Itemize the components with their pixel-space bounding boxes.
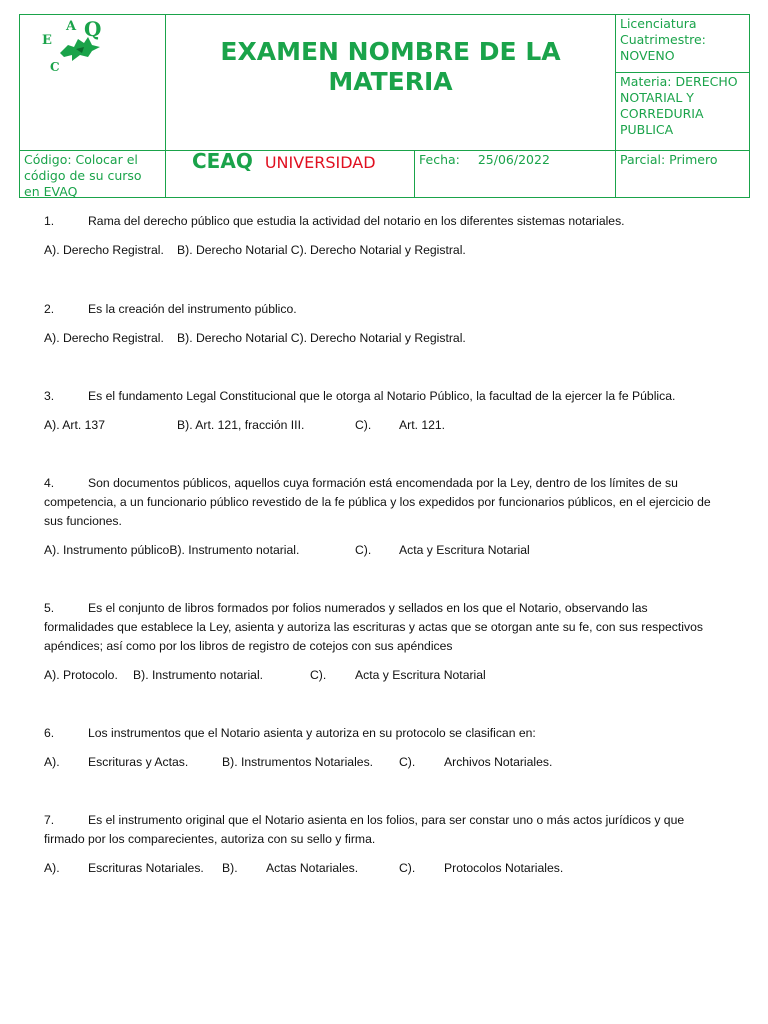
option-a-text[interactable]: Escrituras Notariales.: [88, 861, 204, 875]
question-4: [44, 474, 714, 557]
fecha-cell: [414, 150, 616, 198]
option-a-label[interactable]: A).: [44, 861, 60, 875]
universidad-label: UNIVERSIDAD: [264, 153, 376, 172]
codigo-cell: [19, 150, 166, 198]
option-c[interactable]: Derecho Notarial y Registral.: [310, 243, 466, 257]
brand-name: CEAQ: [192, 149, 253, 173]
option-a[interactable]: A). Derecho Registral.: [44, 331, 164, 345]
question-3: [44, 387, 714, 432]
question-text: Son documentos públicos, aquellos cuya formación está encomendada por la Ley, dentro de los límites de su competencia, a un funcionario público revestido de la fe pública y los expedidos por funcionarios públicos, en el ejercicio de sus funciones.: [44, 476, 711, 528]
option-c-label[interactable]: C).: [399, 755, 416, 769]
codigo-label: Código: Colocar el código de su curso en EVAQ: [24, 152, 142, 199]
question-number: 1.: [44, 214, 55, 228]
option-a-text[interactable]: Escrituras y Actas.: [88, 755, 189, 769]
option-c-text[interactable]: Protocolos Notariales.: [444, 861, 564, 875]
option-c-text[interactable]: Acta y Escritura Notarial: [355, 668, 486, 682]
option-b[interactable]: B). Art. 121, fracción III.: [177, 418, 305, 432]
question-text: Los instrumentos que el Notario asienta y autoriza en su protocolo se clasifican en:: [88, 726, 536, 740]
question-2: [44, 300, 714, 345]
option-a-b[interactable]: A). Instrumento públicoB). Instrumento notarial.: [44, 543, 300, 557]
option-c-label[interactable]: C).: [355, 418, 372, 432]
logo-letter-c: C: [50, 60, 60, 74]
question-number: 4.: [44, 476, 55, 490]
exam-header-table: [19, 14, 750, 198]
materia-cell: [615, 72, 750, 151]
logo-letter-e: E: [42, 33, 52, 48]
universidad-cell: [165, 150, 415, 198]
parcial-label: Parcial: Primero: [620, 152, 718, 167]
option-c-label[interactable]: C).: [310, 668, 327, 682]
question-number: 2.: [44, 302, 55, 316]
question-text: Rama del derecho público que estudia la actividad del notario en los diferentes sistemas notariales.: [88, 214, 625, 228]
question-number: 5.: [44, 601, 55, 615]
option-b[interactable]: B). Derecho Notarial C).: [177, 331, 308, 345]
licenciatura-label: Licenciatura: [620, 16, 697, 31]
question-5: [44, 599, 714, 682]
logo-letter-q: Q: [84, 17, 102, 41]
question-1: [44, 212, 714, 257]
option-b[interactable]: B). Instrumento notarial.: [133, 668, 264, 682]
option-b-text[interactable]: Actas Notariales.: [266, 861, 359, 875]
question-7: [44, 811, 714, 875]
option-c-text[interactable]: Archivos Notariales.: [444, 755, 553, 769]
option-b-label[interactable]: B).: [222, 861, 238, 875]
option-a[interactable]: A). Derecho Registral.: [44, 243, 164, 257]
fecha-label: Fecha:: [419, 152, 460, 167]
option-a[interactable]: A). Protocolo.: [44, 668, 118, 682]
option-b[interactable]: B). Derecho Notarial C).: [177, 243, 308, 257]
logo-letter-a: A: [66, 19, 77, 34]
option-c-text[interactable]: Acta y Escritura Notarial: [399, 543, 530, 557]
eagle-logo-icon: [58, 31, 102, 65]
question-text: Es la creación del instrumento público.: [88, 302, 297, 316]
question-number: 3.: [44, 389, 55, 403]
cuatrimestre-label: Cuatrimestre: NOVENO: [620, 32, 706, 63]
option-b[interactable]: B). Instrumentos Notariales.: [222, 755, 374, 769]
question-text: Es el fundamento Legal Constitucional que le otorga al Notario Público, la facultad de la ejercer la fe Pública.: [88, 389, 676, 403]
question-text: Es el instrumento original que el Notario asienta en los folios, para ser constar uno o más actos jurídicos y que firmado por los comparecientes, autoriza con su sello y firma.: [44, 813, 685, 846]
question-number: 6.: [44, 726, 55, 740]
fecha-value: 25/06/2022: [477, 152, 550, 167]
title-cell: [165, 14, 616, 151]
option-c[interactable]: Derecho Notarial y Registral.: [310, 331, 466, 345]
question-text: Es el conjunto de libros formados por folios numerados y sellados en los que el Notario, observando las formalidades que establece la Ley, asienta y autoriza las escrituras y actas que se otorgan ante su fe, con sus respectivos apéndices; así como por los libros de registro de cotejos con sus apéndices: [44, 601, 703, 653]
materia-label: Materia: DERECHO NOTARIAL Y CORREDURIA PUBLICA: [620, 74, 738, 137]
question-6: [44, 724, 714, 769]
exam-title: EXAMEN NOMBRE DE LA MATERIA: [220, 37, 561, 96]
ceaq-logo: [38, 19, 118, 79]
parcial-cell: [615, 150, 750, 198]
licenciatura-cell: [615, 14, 750, 73]
option-c-label[interactable]: C).: [399, 861, 416, 875]
option-a[interactable]: A). Art. 137: [44, 418, 105, 432]
logo-cell: [19, 14, 166, 151]
option-a-label[interactable]: A).: [44, 755, 60, 769]
option-c-label[interactable]: C).: [355, 543, 372, 557]
question-number: 7.: [44, 813, 55, 827]
option-c-text[interactable]: Art. 121.: [399, 418, 446, 432]
